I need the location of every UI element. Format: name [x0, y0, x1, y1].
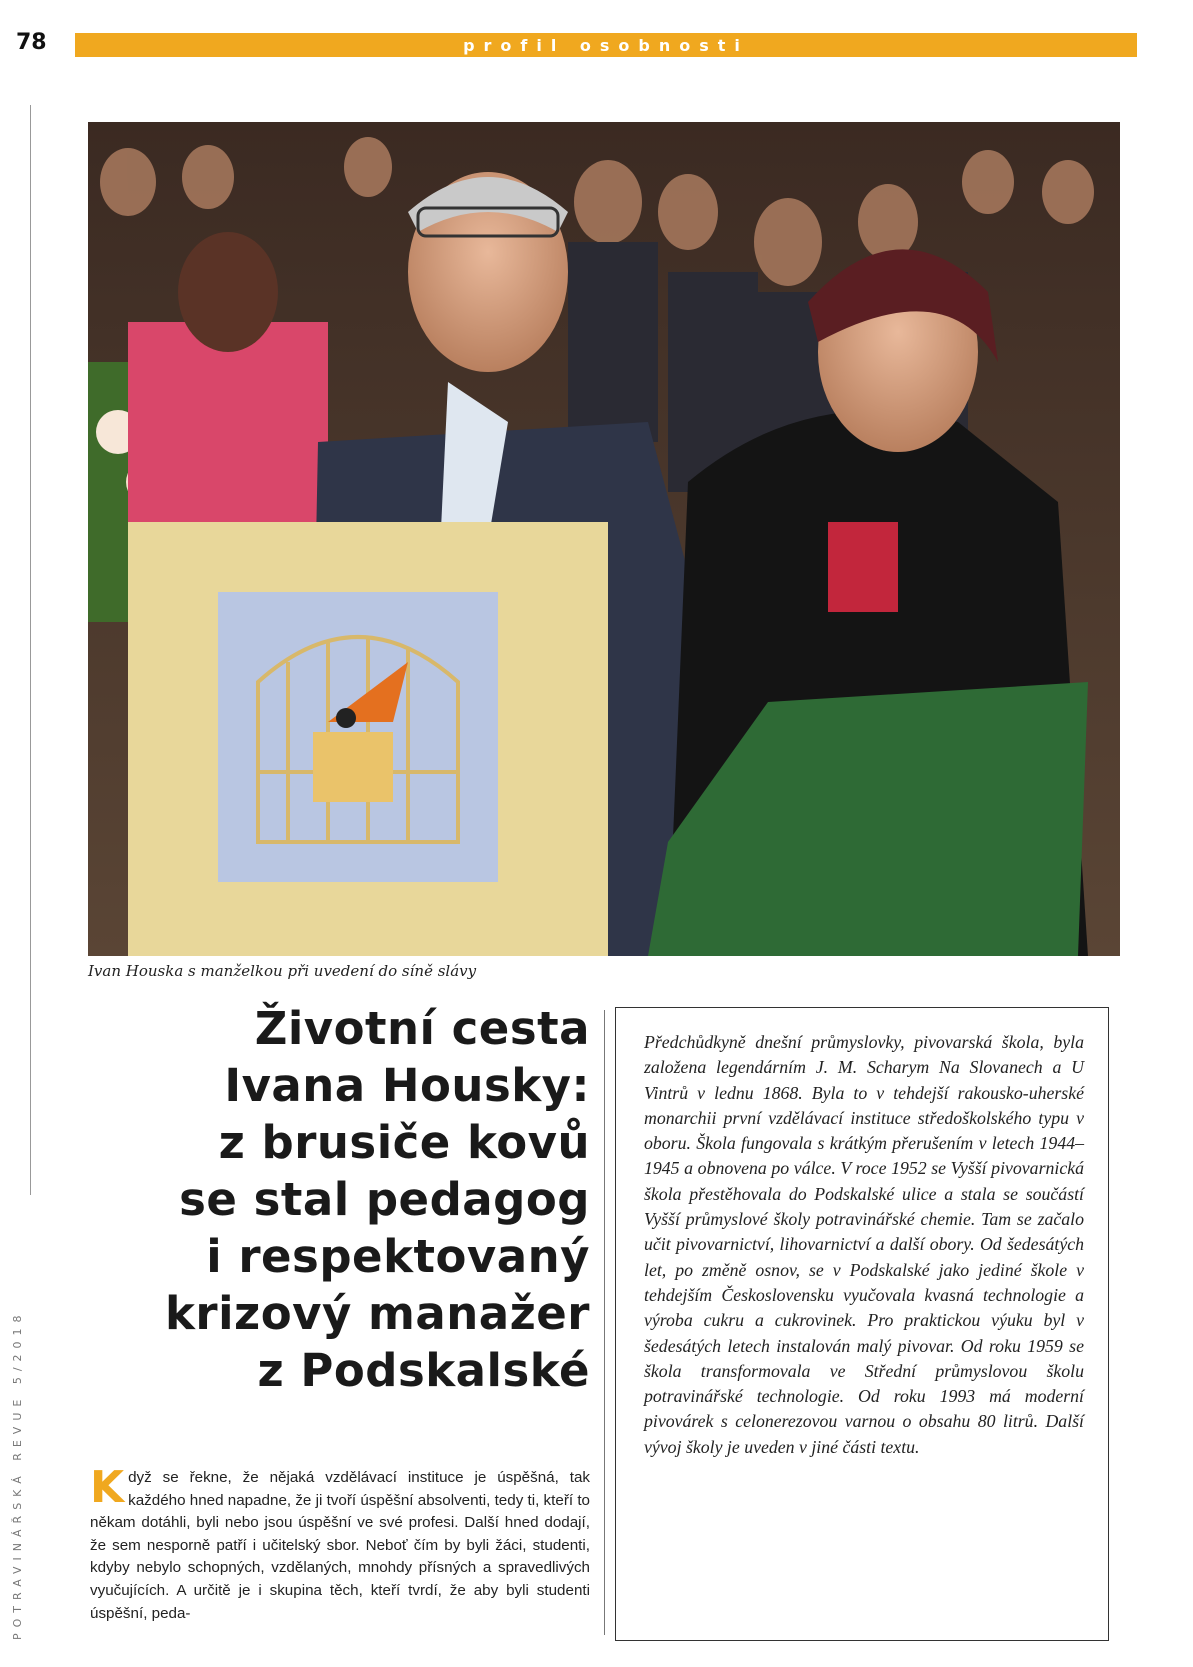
- page-number: 78: [16, 30, 47, 55]
- photo-illustration: [88, 122, 1120, 956]
- headline-line: z brusiče kovů: [218, 1116, 590, 1169]
- sidebar-text: Předchůdkyně dnešní průmyslovky, pivovarská škola, byla založena legendárním J. M. Scharym Na Slovanech a U Vintrů v lednu 1868. Byla to v tehdejší rakousko-uherské monarchii první vzdělávací instituce středoškolského typu v oboru. Škola fungovala s krátkým přerušením v letech 1944–1945 a obnovena po válce. V roce 1952 se Vyšší pivovarnická škola přestěhovala do Podskalské ulice a stala se součástí Vyšší průmyslové školy potravinářské chemie. Tam se začalo učit pivovarnictví, lihovarnictví a další obory. Od šedesátých let, po změně osnov, se v Podskalské jako jediné škole v tehdejším Československu vyučovala kvasná technologie a výroba cukru a cukrovinek. Pro praktickou výuku byl v šedesátých letech instalován malý pivovar. Od roku 1959 se škola transformovala ve Střední průmyslovou školu potravinářské technologie. Od roku 1993 má moderní pivovárek s celonerezovou varnou o obsahu 80 litrů. Další vývoj školy je uveden v jiné části textu.: [644, 1032, 1084, 1457]
- headline-line: Životní cesta: [254, 1002, 590, 1055]
- article-photo: [88, 122, 1120, 956]
- margin-rule: [30, 105, 31, 1195]
- section-label: profil osobnosti: [463, 35, 749, 55]
- lead-paragraph: dyž se řekne, že nějaká vzdělávací instituce je úspěšná, tak každého hned napadne, že ji tvoří úspěšní absolventi, tedy ti, kteří to někam dotáhli, byli nebo jsou úspěšní ve své profesi. Další hned dodají, že sem nesporně patří i učitelský sbor. Neboť čím by byli žáci, studenti, kdyby nebylo schopných, vzdělaných, mnohdy přísných a spravedlivých vyučujících. A určitě je i skupina těch, kteří tvrdí, že aby byli studenti úspěšní, peda-: [90, 1469, 590, 1622]
- column-divider: [604, 1010, 605, 1635]
- headline-line: krizový manažer: [164, 1287, 590, 1340]
- history-sidebar: [615, 1007, 1109, 1641]
- article-lead: [90, 1462, 590, 1625]
- headline-line: Ivana Housky:: [224, 1059, 590, 1112]
- drop-cap: K: [90, 1462, 125, 1513]
- photo-caption: Ivan Houska s manželkou při uvedení do síně slávy: [88, 962, 477, 980]
- headline-line: i respektovaný: [206, 1230, 590, 1283]
- running-footer: POTRAVINÁŘSKÁ REVUE 5/2018: [11, 1309, 24, 1640]
- headline-line: se stal pedagog: [179, 1173, 590, 1226]
- section-header-bar: [75, 33, 1137, 57]
- headline-line: z Podskalské: [257, 1344, 590, 1397]
- article-headline: [150, 1000, 590, 1399]
